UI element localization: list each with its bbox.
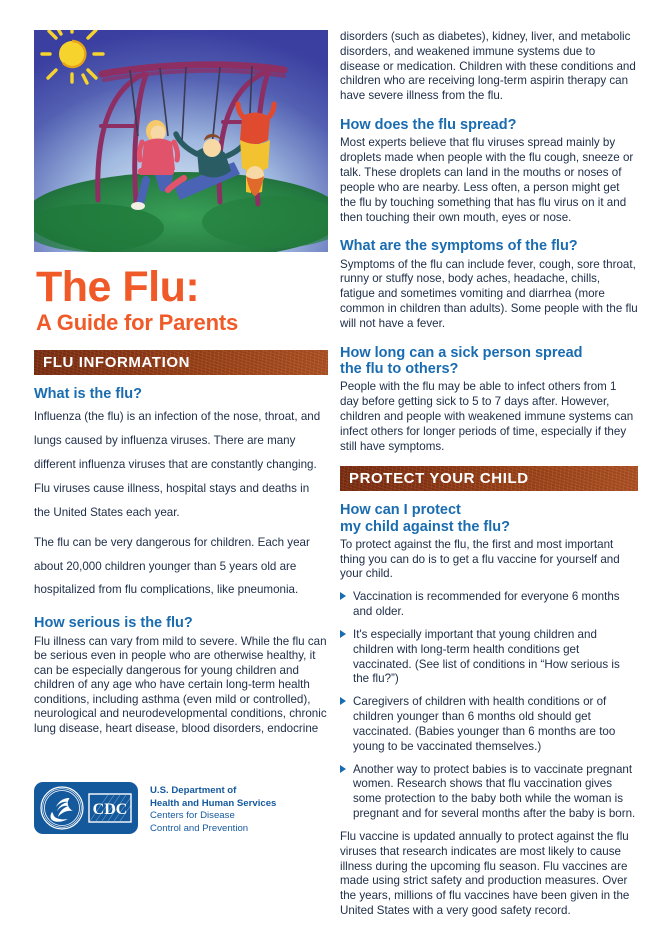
hhs-cdc-logo: [34, 782, 138, 834]
svg-text:CDC: CDC: [92, 801, 128, 819]
agency-line-2: Health and Human Services: [150, 797, 277, 809]
list-item-text: Vaccination is recommended for everyone 6 months and older.: [353, 590, 620, 619]
agency-line-4: Control and Prevention: [150, 822, 249, 834]
heading-how-protect-line1: How can I protect: [340, 502, 461, 519]
list-item: [340, 695, 638, 754]
heading-how-protect-line2: my child against the flu?: [340, 518, 510, 535]
agency-name-block: [150, 782, 276, 835]
protect-bullet-list: [340, 590, 638, 822]
heading-how-does-flu-spread: How does the flu spread?: [340, 117, 517, 134]
list-item-text: Another way to protect babies is to vaccinate pregnant women. Research shows that flu vaccination gives some protection to the baby both while the woman is pregnant and for several months after the baby is born.: [353, 762, 636, 821]
paragraph-how-serious-1: Flu illness can vary from mild to severe. While the flu can be serious even in people who are otherwise healthy, it can be especially dangerous for young children and children of any age who have certain long-term health conditions, including asthma (even mild or controlled), neurological and neurodevelopmental conditions, chronic lung disease, heart disease, blood disorders, endocrine: [34, 634, 327, 735]
paragraph-protect-closing: Flu vaccine is updated annually to protect against the flu viruses that research indicates are most likely to cause illness during the upcoming flu season. Flu vaccines are made using strict safety and production measures. Over the years, millions of flu vaccines have been given in the United States with a very good safety record.: [340, 829, 630, 918]
list-item: [340, 763, 638, 822]
list-item: [340, 628, 638, 687]
paragraph-how-serious-2: disorders (such as diabetes), kidney, liver, and metabolic disorders, and weakened immune systems due to disease or medication. Children with these conditions and children who are receiving long-term aspirin therapy can have severe illness from the flu.: [340, 30, 636, 103]
section-bar-label: FLU INFORMATION: [43, 354, 191, 372]
paragraph-how-long-spread: People with the flu may be able to infect others from 1 day before getting sick to 5 to 7 days after. However, children and people with weakened immune systems can infect others for longer periods of time, especially if they still have symptoms.: [340, 380, 634, 453]
right-column: [340, 30, 638, 926]
hhs-seal-icon: [39, 785, 85, 831]
list-item-text: Caregivers of children with health conditions or of children younger than 6 months old should get vaccinated. (Babies younger than 6 months are too young to be vaccinated themselves.): [353, 695, 616, 753]
left-column: [34, 30, 328, 743]
section-bar-label: PROTECT YOUR CHILD: [349, 470, 529, 488]
footer: [34, 782, 276, 835]
agency-line-3: Centers for Disease: [150, 810, 235, 822]
paragraph-what-is-flu-2: The flu can be very dangerous for children. Each year about 20,000 children younger than 5 years old are hospitalized from flu complications, like pneumonia.: [34, 535, 310, 597]
triangle-bullet-icon: [340, 765, 346, 773]
agency-line-1: U.S. Department of: [150, 785, 237, 797]
triangle-bullet-icon: [340, 592, 346, 600]
paragraph-how-spread: Most experts believe that flu viruses spread mainly by droplets made when people with the flu cough, sneeze or talk. These droplets can land in the mouths or noses of people who are nearby. Less often, a person might get the flu by touching something that has flu virus on it and then touching their own mouth, eyes or nose.: [340, 136, 634, 224]
section-bar-protect-your-child: [340, 466, 638, 491]
paragraph-symptoms: Symptoms of the flu can include fever, cough, sore throat, runny or stuffy nose, body aches, headache, chills, fatigue and sometimes vomiting and diarrhea (more common in children than adults). Some people with the flu will not have a fever.: [340, 257, 638, 330]
page-subtitle: A Guide for Parents: [36, 310, 238, 336]
cdc-wordmark-icon: [88, 793, 132, 823]
heading-how-long-spread-line1: How long can a sick person spread: [340, 344, 583, 361]
children-on-swing-set-illustration: [34, 30, 328, 252]
heading-how-can-i-protect: [340, 502, 638, 534]
heading-symptoms-of-the-flu: What are the symptoms of the flu?: [340, 238, 578, 255]
list-item: [340, 590, 638, 620]
triangle-bullet-icon: [340, 630, 346, 638]
page-title: The Flu:: [36, 263, 200, 311]
paragraph-what-is-flu-1: Influenza (the flu) is an infection of the nose, throat, and lungs caused by influenza viruses. There are many different influenza viruses that are constantly changing. Flu viruses cause illness, hospital stays and deaths in the United States each year.: [34, 410, 321, 519]
paragraph-protect-intro: To protect against the flu, the first and most important thing you can do is to get a flu vaccine for yourself and your child.: [340, 537, 620, 581]
triangle-bullet-icon: [340, 697, 346, 705]
list-item-text: It's especially important that young children and children with long-term health conditions get vaccinated. (See list of conditions in “How serious is the flu?”): [353, 627, 620, 686]
heading-how-serious-is-the-flu: How serious is the flu?: [34, 615, 193, 632]
heading-how-long-spread: [340, 345, 638, 377]
section-bar-flu-information: [34, 350, 328, 375]
heading-how-long-spread-line2: the flu to others?: [340, 360, 459, 377]
heading-what-is-the-flu: What is the flu?: [34, 386, 142, 403]
